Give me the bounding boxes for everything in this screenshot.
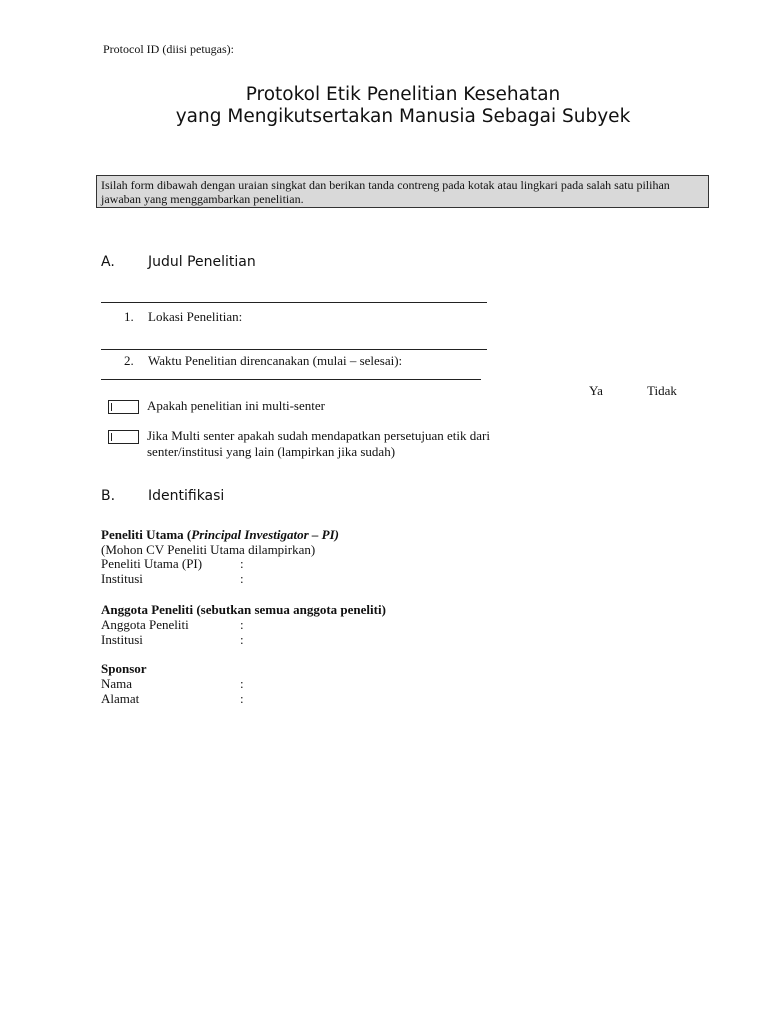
section-a-heading: Judul Penelitian — [148, 254, 256, 270]
multicenter-checkbox[interactable] — [108, 400, 139, 414]
instruction-text: Isilah form dibawah dengan uraian singkat dan berikan tanda contreng pada kotak atau lingkari pada salah satu pilihan jawaban yang menggambarkan penelitian. — [101, 178, 670, 206]
member-name-colon: : — [240, 617, 244, 632]
ethics-approval-question-line-1: Jika Multi senter apakah sudah mendapatkan persetujuan etik dari — [147, 428, 490, 443]
item-2-label: Waktu Penelitian direncanakan (mulai – selesai): — [148, 353, 403, 368]
section-a-letter: A. — [101, 254, 115, 270]
pi-note: (Mohon CV Peneliti Utama dilampirkan) — [101, 542, 316, 557]
instruction-box — [96, 175, 709, 208]
member-name-label: Anggota Peneliti — [101, 617, 189, 632]
sponsor-address-colon: : — [240, 691, 244, 706]
item-1-number: 1. — [124, 309, 134, 324]
item-2-number: 2. — [124, 353, 134, 368]
pi-name-label: Peneliti Utama (PI) — [101, 556, 203, 571]
pi-heading — [101, 527, 339, 543]
section-b-heading: Identifikasi — [148, 488, 225, 504]
document-title-line-2: yang Mengikutsertakan Manusia Sebagai Subyek — [175, 106, 631, 127]
ethics-approval-question-line-2: senter/institusi yang lain (lampirkan jika sudah) — [147, 444, 396, 459]
title-answer-line[interactable] — [101, 302, 487, 303]
time-answer-line[interactable] — [101, 379, 481, 380]
pi-institution-colon: : — [240, 571, 244, 586]
pi-institution-label: Institusi — [101, 571, 143, 586]
member-institution-label: Institusi — [101, 632, 143, 647]
sponsor-address-label: Alamat — [101, 691, 140, 706]
member-institution-colon: : — [240, 632, 244, 647]
sponsor-name-label: Nama — [101, 676, 133, 691]
pi-heading-italic: Principal Investigator – PI) — [191, 527, 339, 542]
members-heading: Anggota Peneliti (sebutkan semua anggota peneliti) — [101, 602, 386, 617]
location-answer-line[interactable] — [101, 349, 487, 350]
ethics-approval-checkbox[interactable] — [108, 430, 139, 444]
section-b-letter: B. — [101, 488, 116, 504]
answer-header-yes: Ya — [589, 383, 603, 398]
answer-header-no: Tidak — [647, 383, 677, 398]
item-1-label: Lokasi Penelitian: — [148, 309, 243, 324]
multicenter-question: Apakah penelitian ini multi-senter — [147, 398, 325, 413]
pi-heading-prefix: Peneliti Utama ( — [101, 527, 192, 542]
sponsor-heading: Sponsor — [101, 661, 147, 676]
document-title-line-1: Protokol Etik Penelitian Kesehatan — [245, 84, 561, 105]
pi-name-colon: : — [240, 556, 244, 571]
protocol-id-label: Protocol ID (diisi petugas): — [103, 42, 234, 56]
sponsor-name-colon: : — [240, 676, 244, 691]
